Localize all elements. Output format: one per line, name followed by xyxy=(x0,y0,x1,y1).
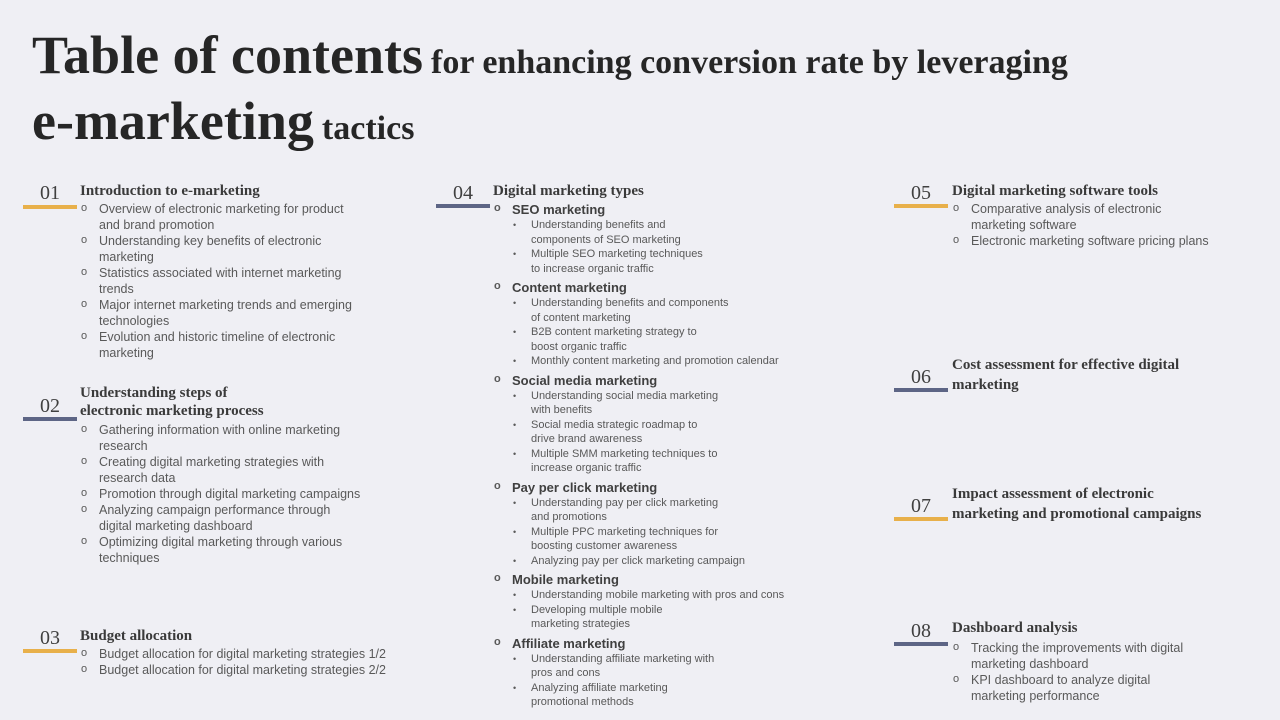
category-subitems xyxy=(512,588,784,632)
list-item: • Multiple SMM marketing techniques to increase organic traffic xyxy=(512,447,784,476)
list-item: o KPI dashboard to analyze digital marketing performance xyxy=(952,672,1183,704)
category-subitems xyxy=(512,389,784,476)
list-item: o Analyzing campaign performance through digital marketing dashboard xyxy=(80,502,360,534)
list-item: • Understanding benefits and components of content marketing xyxy=(512,296,784,325)
section-number: 03 xyxy=(40,627,60,649)
section-underline xyxy=(23,205,77,209)
section-title: Dashboard analysis xyxy=(952,620,1078,636)
title-sub-2: tactics xyxy=(321,110,415,147)
list-item: • Understanding affiliate marketing with pros and cons xyxy=(512,652,784,681)
page-title xyxy=(32,26,1252,158)
section-underline xyxy=(894,388,948,392)
section-number: 08 xyxy=(911,620,931,642)
title-main-2: e-marketing xyxy=(32,91,314,151)
section-number: 07 xyxy=(911,495,931,517)
list-item: • Analyzing pay per click marketing campaign xyxy=(512,554,784,569)
section-title: Digital marketing types xyxy=(493,183,644,199)
section-items xyxy=(952,201,1209,249)
category-subitems xyxy=(512,218,784,276)
list-item: o Creating digital marketing strategies with research data xyxy=(80,454,360,486)
section-number: 04 xyxy=(453,182,473,204)
section-number: 01 xyxy=(40,182,60,204)
list-item: • Analyzing affiliate marketing promotional methods xyxy=(512,681,784,710)
list-item: o Optimizing digital marketing through various techniques xyxy=(80,534,360,566)
list-item: o Budget allocation for digital marketing strategies 2/2 xyxy=(80,662,386,678)
section-underline xyxy=(23,417,77,421)
list-item: o Promotion through digital marketing campaigns xyxy=(80,486,360,502)
list-item: • Understanding social media marketing with benefits xyxy=(512,389,784,418)
section-title: Digital marketing software tools xyxy=(952,183,1158,199)
section-items xyxy=(80,201,352,361)
section-underline xyxy=(894,517,948,521)
list-item: o Statistics associated with internet marketing trends xyxy=(80,265,352,297)
section-underline xyxy=(894,204,948,208)
list-item: o Overview of electronic marketing for product and brand promotion xyxy=(80,201,352,233)
category-subitems xyxy=(512,496,784,569)
list-item: o Electronic marketing software pricing plans xyxy=(952,233,1209,249)
list-item: o Evolution and historic timeline of electronic marketing xyxy=(80,329,352,361)
section-underline xyxy=(23,649,77,653)
list-item: • Multiple PPC marketing techniques for boosting customer awareness xyxy=(512,525,784,554)
list-item: o Understanding key benefits of electronic marketing xyxy=(80,233,352,265)
category-item: o Affiliate marketing • Understanding affiliate marketing with pros and cons • Analyzing affiliate marketing promotional methods xyxy=(493,635,784,710)
section-underline xyxy=(894,642,948,646)
list-item: • Monthly content marketing and promotion calendar xyxy=(512,354,784,369)
list-item: o Major internet marketing trends and emerging technologies xyxy=(80,297,352,329)
title-main: Table of contents xyxy=(32,25,424,85)
section-number: 05 xyxy=(911,182,931,204)
category-item: o Mobile marketing • Understanding mobile marketing with pros and cons • Developing multiple mobile marketing strategies xyxy=(493,571,784,632)
list-item: o Tracking the improvements with digital marketing dashboard xyxy=(952,640,1183,672)
section-number: 02 xyxy=(40,395,60,417)
section-title: Understanding steps of electronic marketing process xyxy=(80,385,264,419)
list-item: • Multiple SEO marketing techniques to increase organic traffic xyxy=(512,247,784,276)
section-items xyxy=(952,640,1183,704)
section-underline xyxy=(436,204,490,208)
category-item: o Pay per click marketing • Understanding pay per click marketing and promotions • Multiple PPC marketing techniques for boosting customer awareness • Analyzing pay per click marketing campaign xyxy=(493,479,784,569)
title-sub: for enhancing conversion rate by leveraging xyxy=(431,44,1068,81)
list-item: o Gathering information with online marketing research xyxy=(80,422,360,454)
section-title: Introduction to e-marketing xyxy=(80,183,260,199)
category-subitems xyxy=(512,652,784,710)
section-items xyxy=(80,646,386,678)
list-item: • Understanding benefits and components of SEO marketing xyxy=(512,218,784,247)
section-title: Cost assessment for effective digital marketing xyxy=(952,357,1180,393)
list-item: • Understanding mobile marketing with pros and cons xyxy=(512,588,784,603)
list-item: • Social media strategic roadmap to drive brand awareness xyxy=(512,418,784,447)
section-title: Impact assessment of electronic marketing and promotional campaigns xyxy=(952,486,1202,522)
list-item: o Comparative analysis of electronic marketing software xyxy=(952,201,1209,233)
section-items xyxy=(80,422,360,566)
list-item: • B2B content marketing strategy to boost organic traffic xyxy=(512,325,784,354)
category-subitems xyxy=(512,296,784,369)
category-item: o SEO marketing • Understanding benefits and components of SEO marketing • Multiple SEO marketing techniques to increase organic traffic xyxy=(493,201,784,276)
category-item: o Social media marketing • Understanding social media marketing with benefits • Social media strategic roadmap to drive brand awareness • Multiple SMM marketing techniques to increase organic traffic xyxy=(493,372,784,476)
list-item: o Budget allocation for digital marketing strategies 1/2 xyxy=(80,646,386,662)
section-number: 06 xyxy=(911,366,931,388)
section-title: Budget allocation xyxy=(80,628,193,644)
category-item: o Content marketing • Understanding benefits and components of content marketing • B2B content marketing strategy to boost organic traffic • Monthly content marketing and promotion calendar xyxy=(493,279,784,369)
list-item: • Developing multiple mobile marketing strategies xyxy=(512,603,784,632)
section-items xyxy=(493,200,784,713)
list-item: • Understanding pay per click marketing and promotions xyxy=(512,496,784,525)
